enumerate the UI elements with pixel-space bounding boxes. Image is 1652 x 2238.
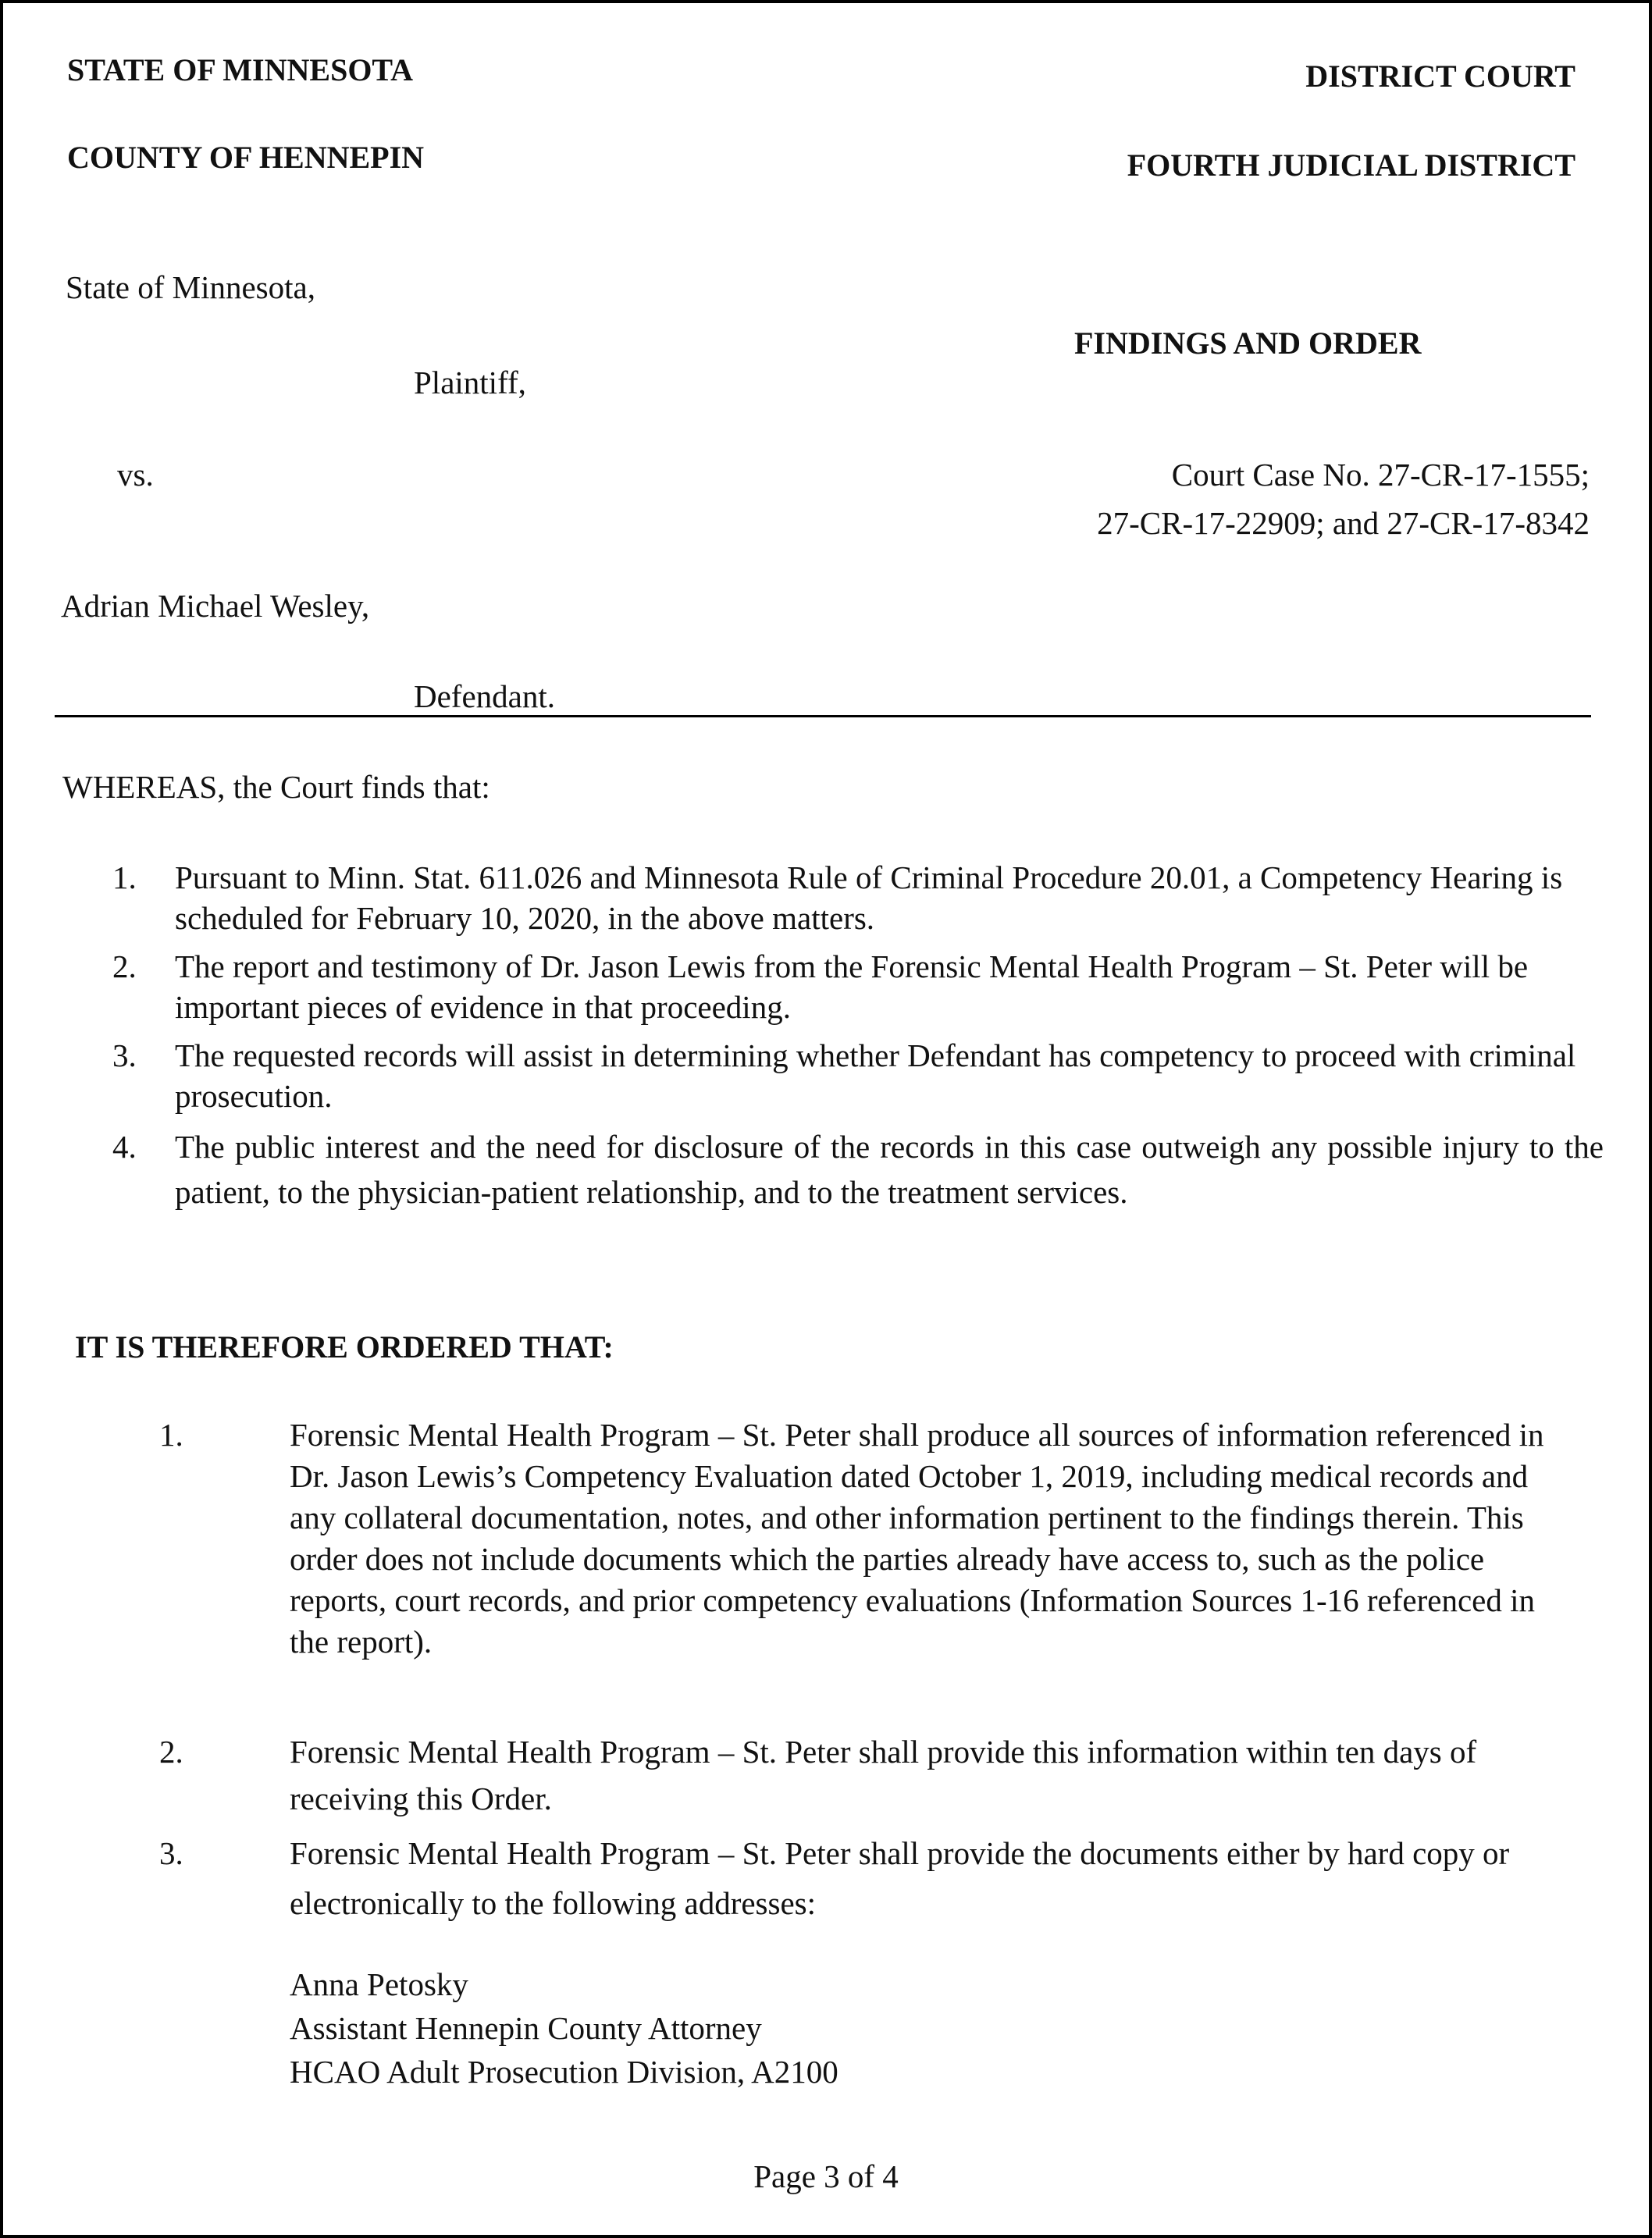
finding-item-1 [112, 857, 1596, 943]
recipient-title: Assistant Hennepin County Attorney [290, 2010, 762, 2046]
finding-number: 2. [112, 948, 137, 984]
finding-item-3 [112, 1035, 1596, 1121]
order-number: 1. [159, 1417, 183, 1453]
versus-label: vs. [117, 457, 154, 493]
state-heading: STATE OF MINNESOTA [67, 52, 414, 87]
order-text: Forensic Mental Health Program – St. Peter shall provide the documents either by hard copy or electronically to the following addresses: [290, 1835, 1510, 1921]
finding-text: The public interest and the need for disclosure of the records in this case outweigh any possible injury to the patient, to the physician-patient relationship, and to the treatment services. [175, 1129, 1604, 1210]
plaintiff-name: State of Minnesota, [66, 269, 315, 305]
order-text: Forensic Mental Health Program – St. Peter shall produce all sources of information referenced in Dr. Jason Lewis’s Competency Evaluation dated October 1, 2019, including medical records and any collateral documentation, notes, and other information pertinent to the findings therein. This order does not include documents which the parties already have access to, such as the police reports, court records, and prior competency evaluations (Information Sources 1-16 referenced in the report). [290, 1417, 1544, 1660]
court-heading: DISTRICT COURT [1305, 59, 1575, 94]
plaintiff-role: Plaintiff, [414, 365, 526, 400]
finding-text: The report and testimony of Dr. Jason Lewis from the Forensic Mental Health Program – St. Peter will be important pieces of evidence in that proceeding. [175, 948, 1529, 1025]
caption-rule [55, 715, 1591, 717]
finding-number: 1. [112, 859, 137, 895]
recipient-address [290, 1962, 838, 2094]
findings-intro: WHEREAS, the Court finds that: [62, 769, 490, 805]
order-item-1 [159, 1414, 1565, 1742]
case-number-line1: Court Case No. 27-CR-17-1555; [1171, 457, 1590, 493]
order-text: Forensic Mental Health Program – St. Peter shall provide this information within ten days of receiving this Order. [290, 1734, 1477, 1816]
defendant-name: Adrian Michael Wesley, [61, 588, 370, 624]
finding-text: Pursuant to Minn. Stat. 611.026 and Minnesota Rule of Criminal Procedure 20.01, a Competency Hearing is scheduled for February 10, 2020, in the above matters. [175, 859, 1563, 936]
finding-item-4 [112, 1124, 1604, 1265]
county-heading: COUNTY OF HENNEPIN [67, 140, 425, 175]
defendant-role: Defendant. [414, 678, 555, 714]
case-number-line2: 27-CR-17-22909; and 27-CR-17-8342 [1097, 505, 1590, 541]
document-title: FINDINGS AND ORDER [1074, 326, 1422, 361]
order-heading: IT IS THEREFORE ORDERED THAT: [75, 1329, 614, 1365]
finding-text: The requested records will assist in determining whether Defendant has competency to proceed with criminal prosecution. [175, 1037, 1576, 1114]
finding-number: 3. [112, 1037, 137, 1073]
order-item-3 [159, 1828, 1565, 1922]
finding-item-2 [112, 946, 1596, 1032]
finding-number: 4. [112, 1129, 137, 1165]
page-number: Page 3 of 4 [753, 2158, 899, 2194]
order-item-2 [159, 1728, 1565, 1822]
order-number: 3. [159, 1835, 183, 1871]
recipient-name: Anna Petosky [290, 1966, 468, 2002]
recipient-division: HCAO Adult Prosecution Division, A2100 [290, 2054, 838, 2090]
district-heading: FOURTH JUDICIAL DISTRICT [1127, 148, 1575, 183]
order-number: 2. [159, 1734, 183, 1770]
